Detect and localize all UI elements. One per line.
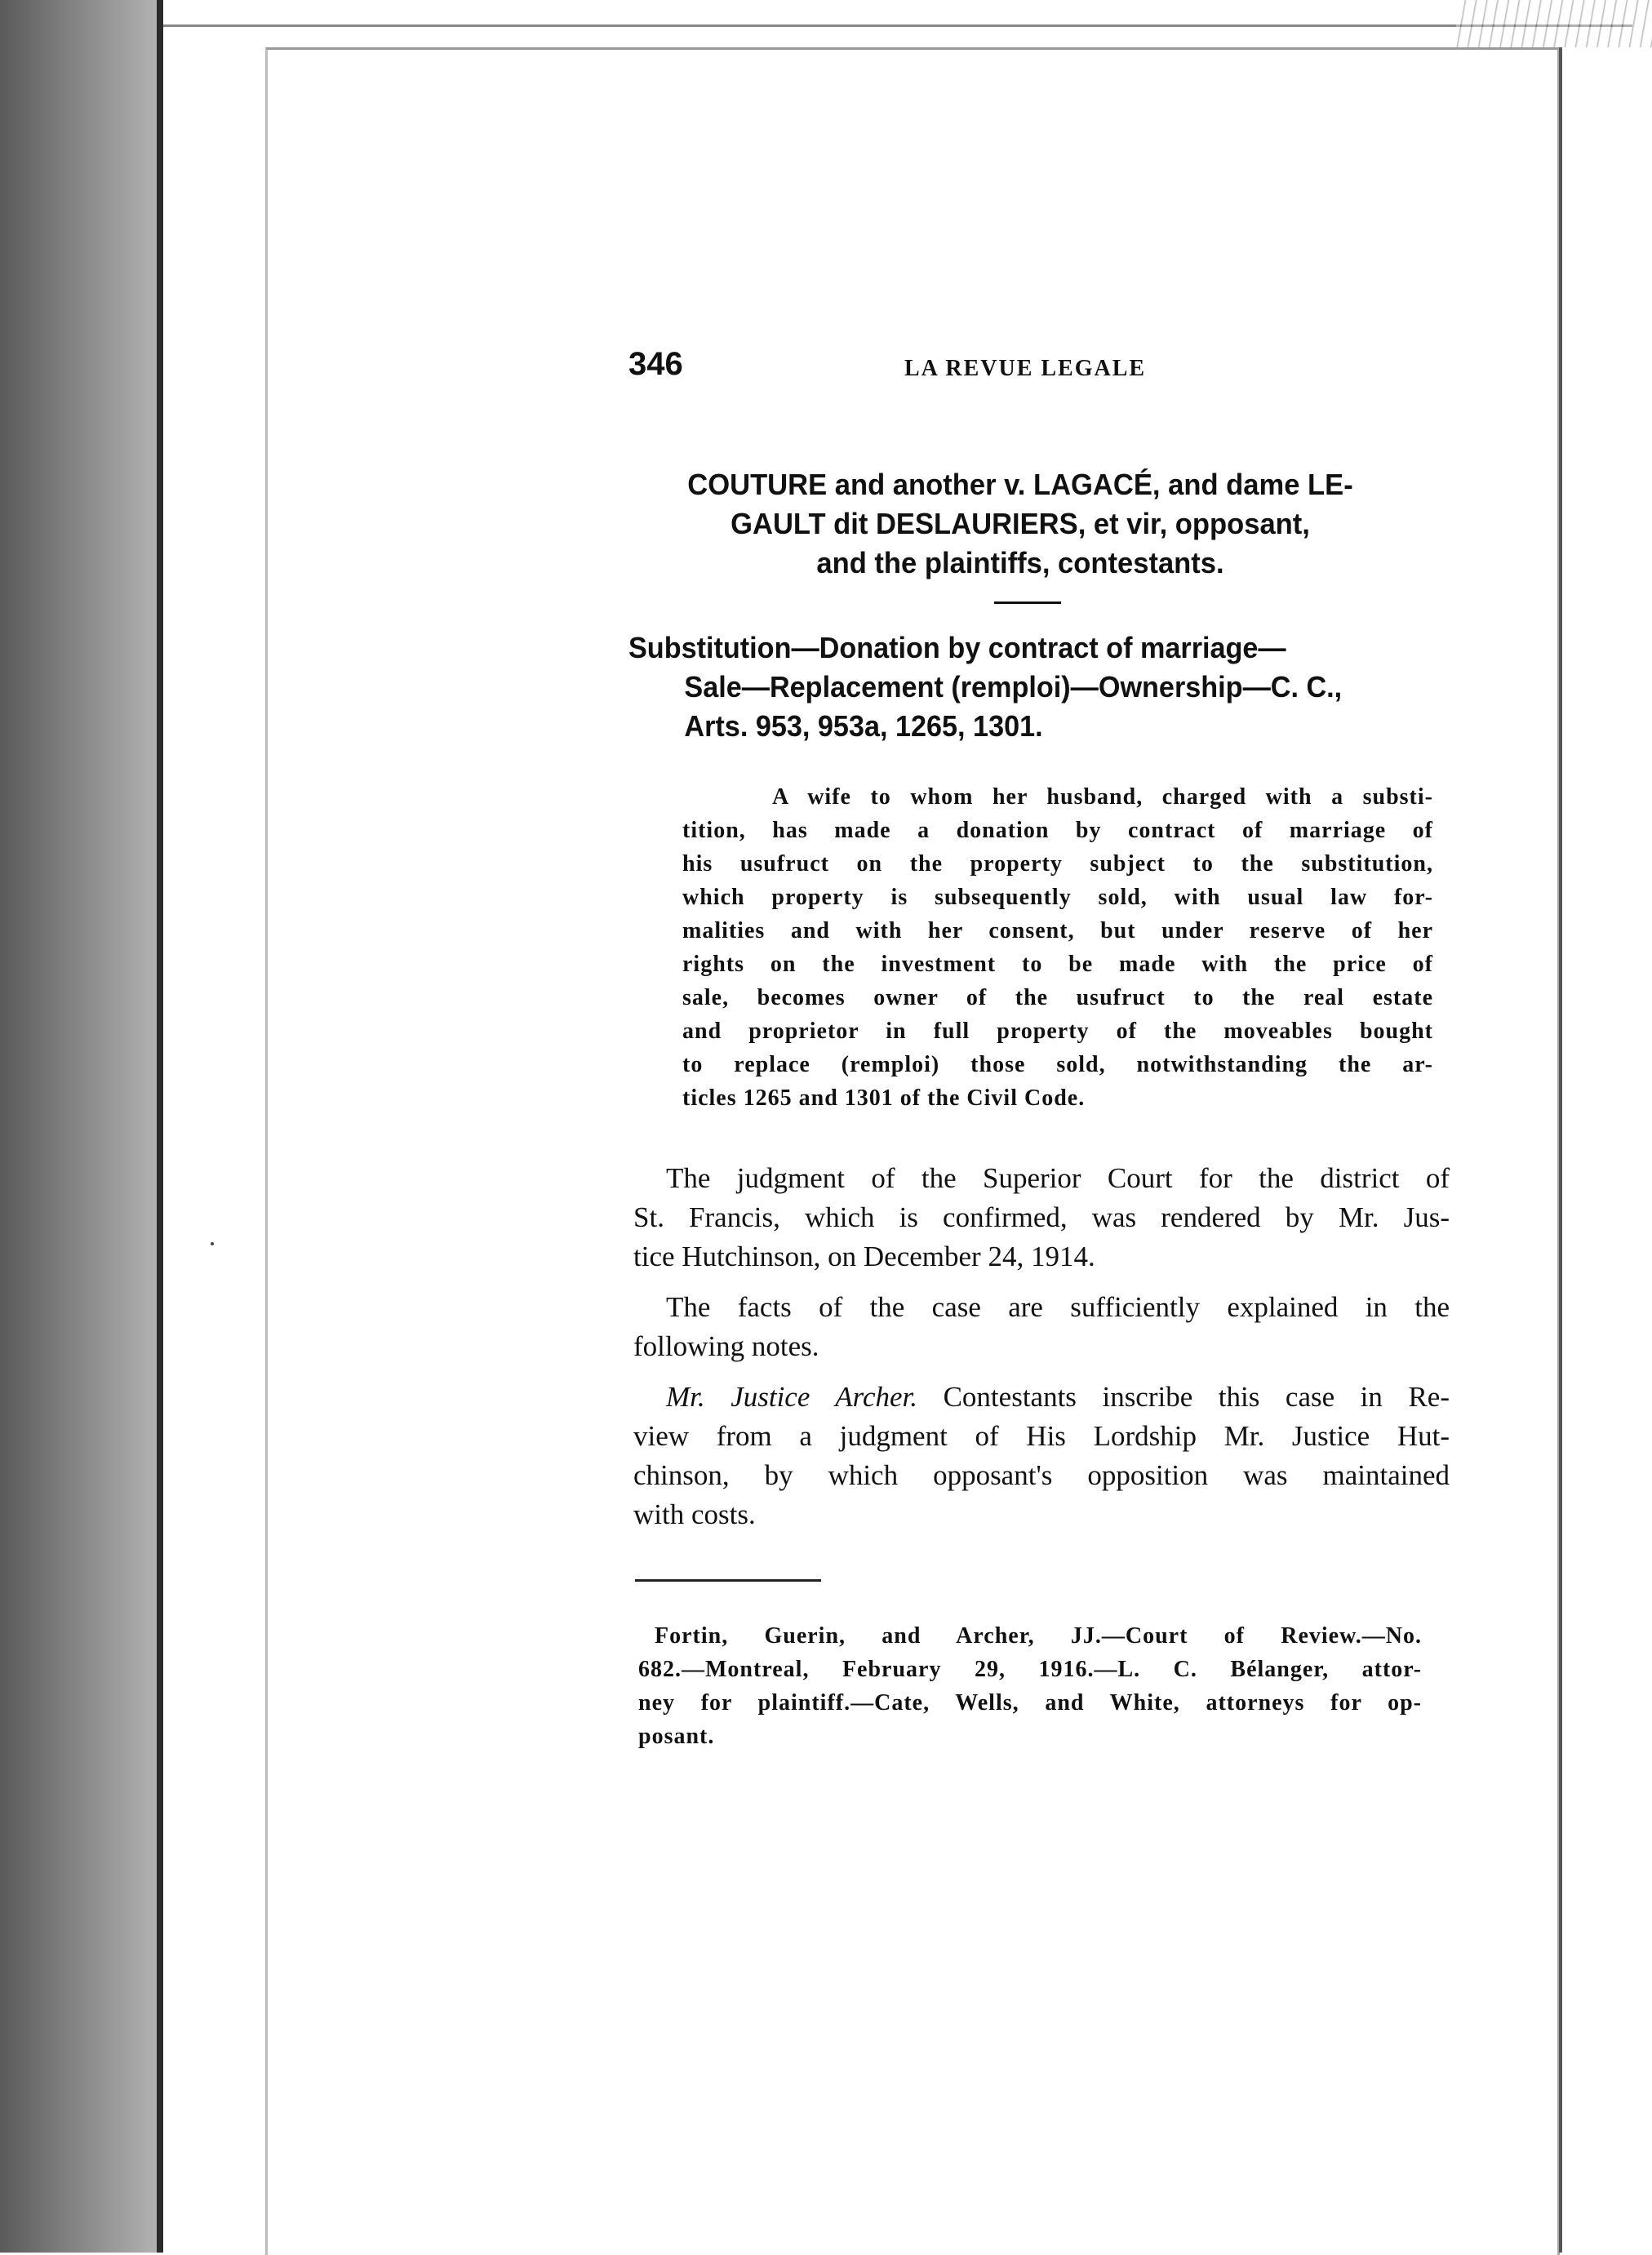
footnote-line: ney for plaintiff.—Cate, Wells, and White, attorneys for op- bbox=[638, 1690, 1422, 1716]
body-line: The facts of the case are sufficiently explained in the bbox=[666, 1291, 1450, 1323]
judgment-body bbox=[633, 1159, 1450, 1534]
headnote-line: to replace (remploi) those sold, notwithstanding the ar- bbox=[682, 1052, 1433, 1077]
footnote bbox=[638, 1619, 1422, 1753]
body-line: view from a judgment of His Lordship Mr. Justice Hut- bbox=[633, 1420, 1450, 1452]
subject-line: Substitution—Donation by contract of marriage— bbox=[628, 631, 1286, 664]
body-line: tice Hutchinson, on December 24, 1914. bbox=[633, 1241, 1095, 1272]
case-title-line: COUTURE and another v. LAGACÉ, and dame LE- bbox=[687, 468, 1353, 501]
headnote-line: sale, becomes owner of the usufruct to the real estate bbox=[682, 985, 1433, 1010]
body-line: chinson, by which opposant's opposition was maintained bbox=[633, 1459, 1450, 1491]
body-line: St. Francis, which is confirmed, was rendered by Mr. Jus- bbox=[633, 1201, 1450, 1233]
scan-speck bbox=[211, 1242, 214, 1245]
headnote-line: A wife to whom her husband, charged with a substi- bbox=[772, 784, 1433, 810]
headnote bbox=[682, 780, 1433, 1115]
headnote-line: which property is subsequently sold, with usual law for- bbox=[682, 885, 1433, 910]
headnote-line: rights on the investment to be made with the price of bbox=[682, 952, 1433, 977]
body-line: The judgment of the Superior Court for the district of bbox=[666, 1162, 1450, 1194]
footnote-line: 682.—Montreal, February 29, 1916.—L. C. Bélanger, attor- bbox=[638, 1657, 1422, 1682]
subject-line: Arts. 953, 953a, 1265, 1301. bbox=[684, 709, 1043, 743]
title-divider bbox=[994, 601, 1061, 604]
body-line: with costs. bbox=[633, 1498, 756, 1530]
running-title: LA REVUE LEGALE bbox=[904, 356, 1147, 381]
case-title-line: GAULT dit DESLAURIERS, et vir, opposant, bbox=[731, 507, 1310, 540]
body-line-rest: Contestants inscribe this case in Re- bbox=[917, 1381, 1450, 1413]
case-title-line: and the plaintiffs, contestants. bbox=[816, 546, 1224, 579]
subject-heading bbox=[628, 628, 1412, 746]
scan-right-edge bbox=[1559, 47, 1652, 2253]
scan-binding-edge bbox=[0, 0, 163, 2253]
headnote-line: his usufruct on the property subject to the substitution, bbox=[682, 851, 1433, 877]
headnote-line: tition, has made a donation by contract of marriage of bbox=[682, 818, 1433, 843]
page-number: 346 bbox=[628, 346, 683, 382]
subject-line: Sale—Replacement (remploi)—Ownership—C. C., bbox=[684, 670, 1343, 704]
headnote-line: malities and with her consent, but under reserve of her bbox=[682, 918, 1433, 943]
footnote-line: posant. bbox=[638, 1724, 715, 1749]
body-line: following notes. bbox=[633, 1330, 819, 1362]
body-line bbox=[633, 1378, 1450, 1417]
footnote-line: Fortin, Guerin, and Archer, JJ.—Court of Review.—No. bbox=[655, 1623, 1422, 1649]
footnote-divider bbox=[635, 1579, 821, 1582]
justice-name: Mr. Justice Archer. bbox=[666, 1381, 918, 1413]
headnote-line: and proprietor in full property of the moveables bought bbox=[682, 1019, 1433, 1044]
headnote-line: ticles 1265 and 1301 of the Civil Code. bbox=[682, 1085, 1086, 1111]
case-title bbox=[628, 465, 1412, 583]
